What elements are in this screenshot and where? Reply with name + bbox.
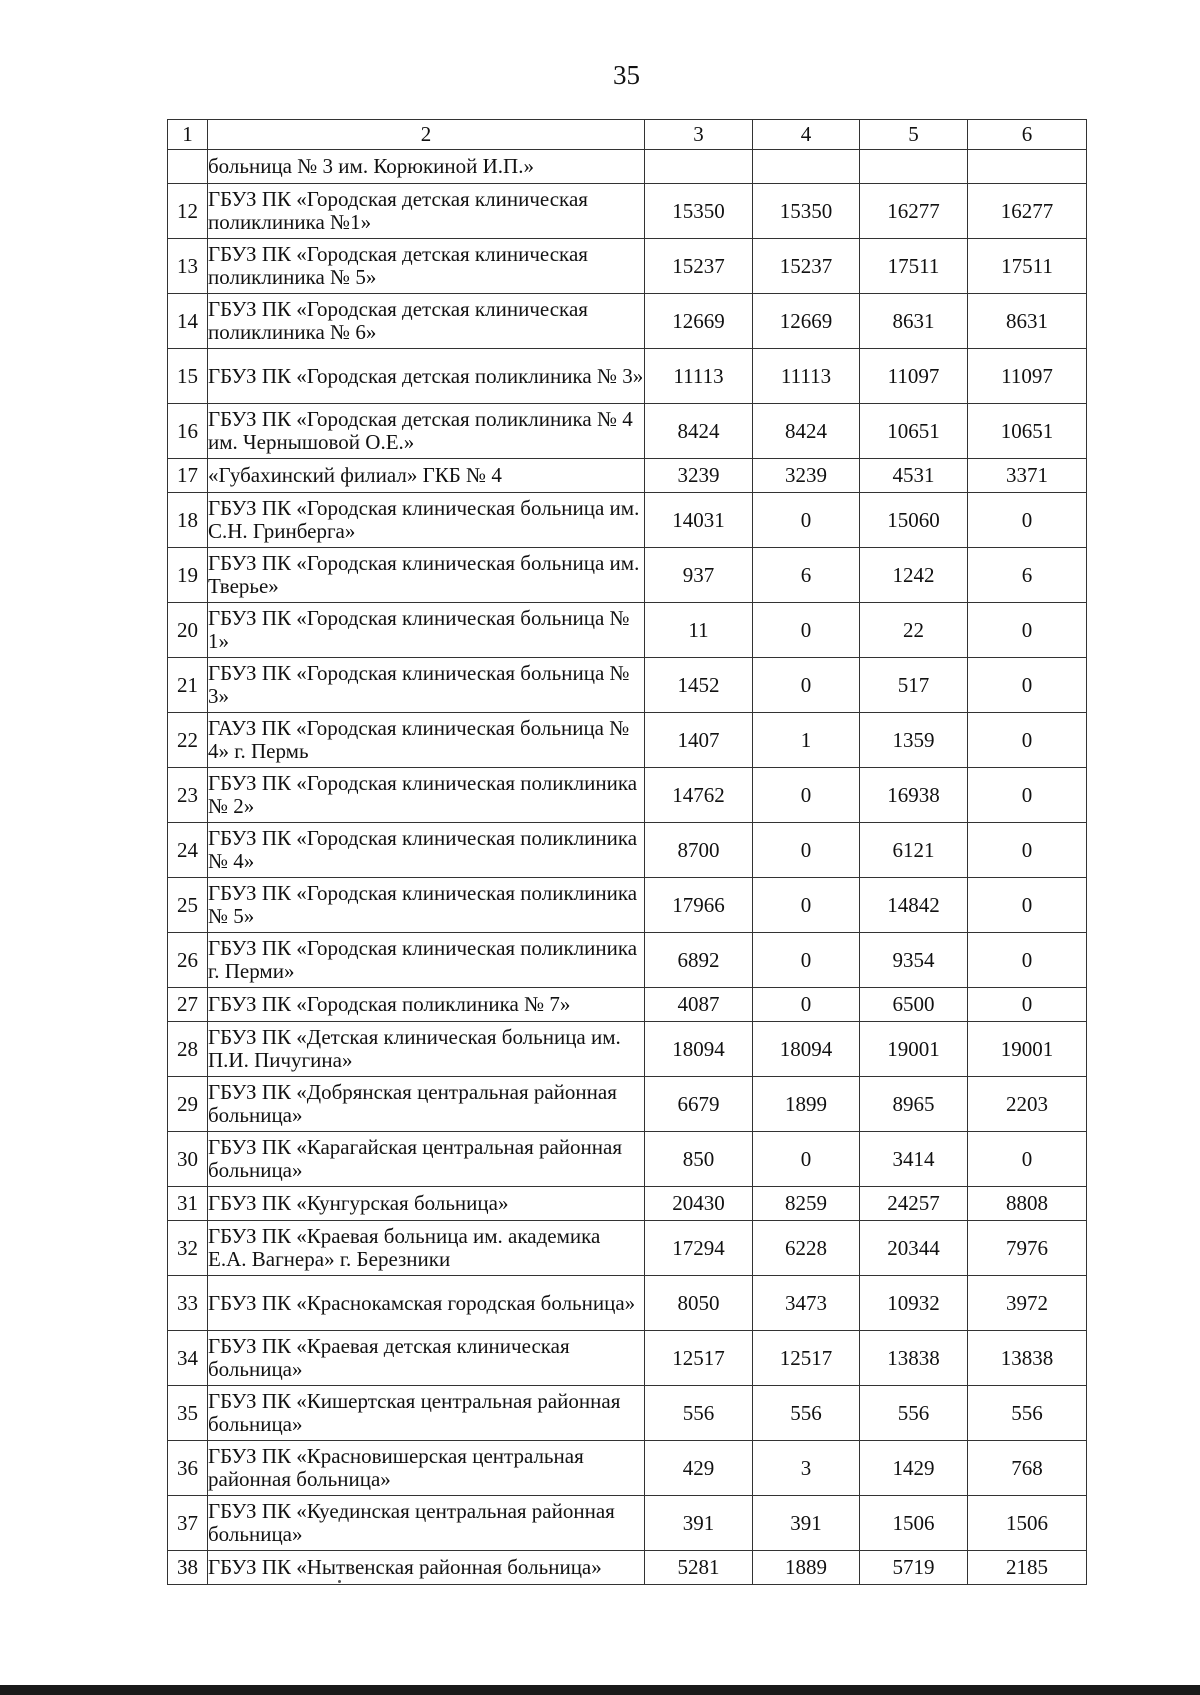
table-row — [168, 1551, 1087, 1585]
cell-organization-name: ГАУЗ ПК «Городская клиническая больница № 4» г. Пермь — [208, 713, 645, 768]
cell-col3-value: 14762 — [645, 768, 753, 823]
cell-col5-value: 556 — [860, 1386, 968, 1441]
cell-organization-name: ГБУЗ ПК «Городская клиническая поликлиника № 2» — [208, 768, 645, 823]
cell-organization-name: ГБУЗ ПК «Городская детская поликлиника № 3» — [208, 349, 645, 404]
cell-col5-value: 19001 — [860, 1022, 968, 1077]
cell-col3-value: 11113 — [645, 349, 753, 404]
table-row — [168, 933, 1087, 988]
cell-organization-name: ГБУЗ ПК «Городская детская поликлиника № 4 им. Чернышовой О.Е.» — [208, 404, 645, 459]
cell-col4-value: 8259 — [753, 1187, 860, 1221]
table-row — [168, 349, 1087, 404]
cell-organization-name: ГБУЗ ПК «Городская поликлиника № 7» — [208, 988, 645, 1022]
cell-col5-value: 6121 — [860, 823, 968, 878]
cell-col4-value: 0 — [753, 658, 860, 713]
cell-col3-value: 8700 — [645, 823, 753, 878]
cell-col3-value: 6892 — [645, 933, 753, 988]
cell-col4-value: 11113 — [753, 349, 860, 404]
table-row — [168, 878, 1087, 933]
cell-col6-value: 0 — [968, 713, 1087, 768]
cell-row-number: 23 — [168, 768, 208, 823]
cell-col5-value: 17511 — [860, 239, 968, 294]
cell-col6-value: 16277 — [968, 184, 1087, 239]
cell-row-number: 38 — [168, 1551, 208, 1585]
cell-col4-value: 12517 — [753, 1331, 860, 1386]
header-cell-col6: 6 — [968, 120, 1087, 150]
cell-organization-name: ГБУЗ ПК «Краевая детская клиническая больница» — [208, 1331, 645, 1386]
cell-organization-name: ГБУЗ ПК «Кунгурская больница» — [208, 1187, 645, 1221]
cell-row-number: 32 — [168, 1221, 208, 1276]
cell-organization-name: ГБУЗ ПК «Городская клиническая больница № 3» — [208, 658, 645, 713]
cell-organization-name: ГБУЗ ПК «Городская клиническая поликлиника № 4» — [208, 823, 645, 878]
table-row — [168, 603, 1087, 658]
scan-edge — [0, 1685, 1200, 1695]
cell-col5-value: 1506 — [860, 1496, 968, 1551]
cell-organization-name: ГБУЗ ПК «Кишертская центральная районная больница» — [208, 1386, 645, 1441]
table-row — [168, 1276, 1087, 1331]
cell-row-number: 13 — [168, 239, 208, 294]
cell-row-number: 26 — [168, 933, 208, 988]
cell-col4-value — [753, 150, 860, 184]
cell-col6-value: 0 — [968, 878, 1087, 933]
cell-col3-value: 3239 — [645, 459, 753, 493]
cell-col5-value: 24257 — [860, 1187, 968, 1221]
cell-col6-value: 0 — [968, 493, 1087, 548]
cell-col3-value: 12669 — [645, 294, 753, 349]
table-row — [168, 713, 1087, 768]
cell-col6-value: 0 — [968, 933, 1087, 988]
table-row — [168, 184, 1087, 239]
cell-col6-value: 10651 — [968, 404, 1087, 459]
cell-col4-value: 0 — [753, 768, 860, 823]
cell-col3-value — [645, 150, 753, 184]
cell-col5-value: 3414 — [860, 1132, 968, 1187]
cell-col3-value: 17966 — [645, 878, 753, 933]
cell-row-number: 12 — [168, 184, 208, 239]
cell-col4-value: 0 — [753, 603, 860, 658]
cell-col6-value: 0 — [968, 1132, 1087, 1187]
cell-col6-value: 17511 — [968, 239, 1087, 294]
cell-organization-name: ГБУЗ ПК «Куединская центральная районная больница» — [208, 1496, 645, 1551]
cell-col5-value: 10932 — [860, 1276, 968, 1331]
cell-organization-name: ГБУЗ ПК «Добрянская центральная районная больница» — [208, 1077, 645, 1132]
cell-col5-value: 10651 — [860, 404, 968, 459]
cell-organization-name: ГБУЗ ПК «Нытвенская районная больница» — [208, 1551, 645, 1585]
cell-row-number: 20 — [168, 603, 208, 658]
table-row — [168, 988, 1087, 1022]
cell-col5-value: 9354 — [860, 933, 968, 988]
table-row — [168, 239, 1087, 294]
table-row — [168, 493, 1087, 548]
cell-col4-value: 3239 — [753, 459, 860, 493]
cell-col5-value: 13838 — [860, 1331, 968, 1386]
cell-col6-value: 2203 — [968, 1077, 1087, 1132]
table-row — [168, 1331, 1087, 1386]
cell-col4-value: 0 — [753, 493, 860, 548]
header-cell-col5: 5 — [860, 120, 968, 150]
cell-col5-value: 16938 — [860, 768, 968, 823]
cell-organization-name: ГБУЗ ПК «Красновишерская центральная районная больница» — [208, 1441, 645, 1496]
cell-row-number: 37 — [168, 1496, 208, 1551]
cell-col5-value: 5719 — [860, 1551, 968, 1585]
cell-col3-value: 15350 — [645, 184, 753, 239]
cell-row-number: 28 — [168, 1022, 208, 1077]
table-row — [168, 404, 1087, 459]
cell-col6-value: 3371 — [968, 459, 1087, 493]
cell-col3-value: 8050 — [645, 1276, 753, 1331]
cell-organization-name: ГБУЗ ПК «Краевая больница им. академика Е.А. Вагнера» г. Березники — [208, 1221, 645, 1276]
cell-col3-value: 937 — [645, 548, 753, 603]
cell-row-number: 30 — [168, 1132, 208, 1187]
cell-col6-value: 7976 — [968, 1221, 1087, 1276]
cell-col3-value: 14031 — [645, 493, 753, 548]
cell-col5-value: 15060 — [860, 493, 968, 548]
cell-col6-value: 6 — [968, 548, 1087, 603]
header-cell-col1: 1 — [168, 120, 208, 150]
cell-col6-value: 8808 — [968, 1187, 1087, 1221]
cell-row-number: 17 — [168, 459, 208, 493]
cell-col5-value: 20344 — [860, 1221, 968, 1276]
cell-col5-value: 8631 — [860, 294, 968, 349]
cell-row-number: 24 — [168, 823, 208, 878]
cell-col5-value: 517 — [860, 658, 968, 713]
table-body — [168, 120, 1087, 1585]
cell-row-number: 15 — [168, 349, 208, 404]
cell-col5-value: 22 — [860, 603, 968, 658]
cell-organization-name: ГБУЗ ПК «Детская клиническая больница им. П.И. Пичугина» — [208, 1022, 645, 1077]
cell-col3-value: 391 — [645, 1496, 753, 1551]
table-row — [168, 459, 1087, 493]
cell-row-number: 25 — [168, 878, 208, 933]
cell-col5-value: 1429 — [860, 1441, 968, 1496]
cell-col4-value: 15350 — [753, 184, 860, 239]
table-row — [168, 1022, 1087, 1077]
table-row — [168, 1496, 1087, 1551]
header-cell-col3: 3 — [645, 120, 753, 150]
cell-col5-value: 6500 — [860, 988, 968, 1022]
cell-col6-value: 1506 — [968, 1496, 1087, 1551]
cell-col4-value: 8424 — [753, 404, 860, 459]
cell-col4-value: 3 — [753, 1441, 860, 1496]
table-row — [168, 150, 1087, 184]
cell-col4-value: 12669 — [753, 294, 860, 349]
table-row — [168, 1441, 1087, 1496]
cell-col3-value: 556 — [645, 1386, 753, 1441]
cell-col5-value: 1242 — [860, 548, 968, 603]
table-row — [168, 1132, 1087, 1187]
cell-row-number: 18 — [168, 493, 208, 548]
cell-col6-value: 0 — [968, 658, 1087, 713]
cell-col5-value: 16277 — [860, 184, 968, 239]
cell-row-number: 14 — [168, 294, 208, 349]
table-row — [168, 823, 1087, 878]
cell-col4-value: 0 — [753, 878, 860, 933]
cell-col5-value: 11097 — [860, 349, 968, 404]
cell-organization-name: ГБУЗ ПК «Городская детская клиническая поликлиника № 6» — [208, 294, 645, 349]
cell-organization-name: ГБУЗ ПК «Городская клиническая поликлиника г. Перми» — [208, 933, 645, 988]
cell-col4-value: 1889 — [753, 1551, 860, 1585]
cell-col4-value: 391 — [753, 1496, 860, 1551]
cell-col6-value: 8631 — [968, 294, 1087, 349]
cell-col4-value: 0 — [753, 1132, 860, 1187]
cell-row-number: 36 — [168, 1441, 208, 1496]
cell-col4-value: 6 — [753, 548, 860, 603]
cell-col3-value: 5281 — [645, 1551, 753, 1585]
cell-col5-value: 1359 — [860, 713, 968, 768]
cell-organization-name: ГБУЗ ПК «Городская клиническая больница им. С.Н. Гринберга» — [208, 493, 645, 548]
table-row — [168, 1386, 1087, 1441]
cell-col4-value: 3473 — [753, 1276, 860, 1331]
cell-col4-value: 0 — [753, 933, 860, 988]
cell-col3-value: 8424 — [645, 404, 753, 459]
cell-col3-value: 4087 — [645, 988, 753, 1022]
table-row — [168, 294, 1087, 349]
cell-row-number: 34 — [168, 1331, 208, 1386]
table-row — [168, 1221, 1087, 1276]
cell-col3-value: 1407 — [645, 713, 753, 768]
data-table — [167, 119, 1087, 1585]
cell-col6-value: 13838 — [968, 1331, 1087, 1386]
cell-col4-value: 1899 — [753, 1077, 860, 1132]
cell-row-number: 31 — [168, 1187, 208, 1221]
cell-col5-value: 4531 — [860, 459, 968, 493]
cell-col3-value: 429 — [645, 1441, 753, 1496]
table-header-row — [168, 120, 1087, 150]
cell-organization-name: ГБУЗ ПК «Городская клиническая больница № 1» — [208, 603, 645, 658]
cell-col3-value: 17294 — [645, 1221, 753, 1276]
cell-col4-value: 0 — [753, 823, 860, 878]
cell-col5-value: 14842 — [860, 878, 968, 933]
cell-row-number: 16 — [168, 404, 208, 459]
cell-col4-value: 0 — [753, 988, 860, 1022]
cell-col3-value: 1452 — [645, 658, 753, 713]
cell-col4-value: 18094 — [753, 1022, 860, 1077]
cell-organization-name: ГБУЗ ПК «Городская клиническая больница им. Тверье» — [208, 548, 645, 603]
cell-col4-value: 15237 — [753, 239, 860, 294]
table-row — [168, 768, 1087, 823]
table-row — [168, 658, 1087, 713]
cell-col6-value: 556 — [968, 1386, 1087, 1441]
cell-col6-value: 19001 — [968, 1022, 1087, 1077]
cell-col6-value: 3972 — [968, 1276, 1087, 1331]
cell-row-number: 21 — [168, 658, 208, 713]
header-cell-col4: 4 — [753, 120, 860, 150]
cell-organization-name: ГБУЗ ПК «Карагайская центральная районная больница» — [208, 1132, 645, 1187]
cell-row-number: 35 — [168, 1386, 208, 1441]
cell-col6-value: 768 — [968, 1441, 1087, 1496]
table-row — [168, 1187, 1087, 1221]
cell-col6-value — [968, 150, 1087, 184]
cell-organization-name: ГБУЗ ПК «Городская детская клиническая поликлиника №1» — [208, 184, 645, 239]
cell-col6-value: 0 — [968, 603, 1087, 658]
cell-organization-name: ГБУЗ ПК «Городская клиническая поликлиника № 5» — [208, 878, 645, 933]
cell-row-number — [168, 150, 208, 184]
cell-col4-value: 1 — [753, 713, 860, 768]
table-row — [168, 1077, 1087, 1132]
cell-col6-value: 0 — [968, 988, 1087, 1022]
cell-col3-value: 15237 — [645, 239, 753, 294]
cell-col6-value: 2185 — [968, 1551, 1087, 1585]
cell-row-number: 33 — [168, 1276, 208, 1331]
page-number: 35 — [613, 60, 640, 90]
cell-organization-name: ГБУЗ ПК «Городская детская клиническая поликлиника № 5» — [208, 239, 645, 294]
cell-col3-value: 850 — [645, 1132, 753, 1187]
cell-row-number: 27 — [168, 988, 208, 1022]
cell-col6-value: 11097 — [968, 349, 1087, 404]
cell-col6-value: 0 — [968, 768, 1087, 823]
cell-col5-value: 8965 — [860, 1077, 968, 1132]
cell-col4-value: 556 — [753, 1386, 860, 1441]
cell-organization-name: ГБУЗ ПК «Краснокамская городская больница» — [208, 1276, 645, 1331]
cell-col5-value — [860, 150, 968, 184]
cell-col6-value: 0 — [968, 823, 1087, 878]
cell-col3-value: 20430 — [645, 1187, 753, 1221]
cell-col4-value: 6228 — [753, 1221, 860, 1276]
header-cell-col2: 2 — [208, 120, 645, 150]
cell-col3-value: 6679 — [645, 1077, 753, 1132]
cell-row-number: 19 — [168, 548, 208, 603]
table-row — [168, 548, 1087, 603]
cell-row-number: 22 — [168, 713, 208, 768]
cell-col3-value: 18094 — [645, 1022, 753, 1077]
cell-organization-name: больница № 3 им. Корюкиной И.П.» — [208, 150, 645, 184]
cell-col3-value: 11 — [645, 603, 753, 658]
cell-organization-name: «Губахинский филиал» ГКБ № 4 — [208, 459, 645, 493]
cell-row-number: 29 — [168, 1077, 208, 1132]
cell-col3-value: 12517 — [645, 1331, 753, 1386]
scan-speck — [338, 1580, 341, 1583]
